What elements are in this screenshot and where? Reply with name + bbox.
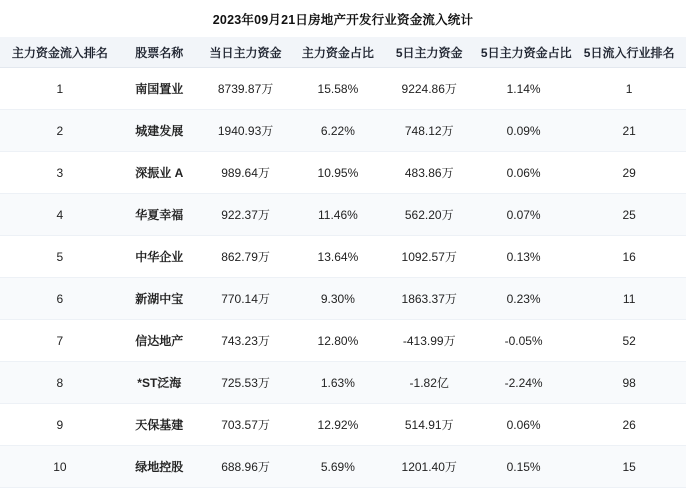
column-header-today-main-ratio: 主力资金占比 [292,37,383,68]
cell-today-main-capital: 703.57万 [199,404,292,446]
cell-5day-industry-rank: 26 [572,404,686,446]
cell-5day-main-ratio: 1.14% [475,68,572,110]
capital-flow-table [0,37,686,488]
cell-today-main-ratio: 9.30% [292,278,383,320]
cell-today-main-ratio: 1.63% [292,362,383,404]
cell-5day-main-ratio: 0.06% [475,152,572,194]
cell-5day-main-ratio: 0.07% [475,194,572,236]
cell-rank: 3 [0,152,120,194]
cell-today-main-ratio: 10.95% [292,152,383,194]
column-header-stock-name: 股票名称 [120,37,199,68]
cell-5day-main-capital: 9224.86万 [384,68,475,110]
cell-today-main-capital: 8739.87万 [199,68,292,110]
cell-today-main-capital: 1940.93万 [199,110,292,152]
cell-5day-industry-rank: 1 [572,68,686,110]
table-row [0,110,686,152]
cell-5day-main-capital: -1.82亿 [384,362,475,404]
cell-5day-main-capital: 748.12万 [384,110,475,152]
table-header-row [0,37,686,68]
cell-5day-main-ratio: 0.23% [475,278,572,320]
cell-5day-industry-rank: 25 [572,194,686,236]
cell-5day-main-ratio: 0.06% [475,404,572,446]
cell-stock-name: 城建发展 [120,110,199,152]
column-header-5day-main-capital: 5日主力资金 [384,37,475,68]
cell-5day-industry-rank: 11 [572,278,686,320]
column-header-rank: 主力资金流入排名 [0,37,120,68]
cell-5day-industry-rank: 98 [572,362,686,404]
table-row [0,152,686,194]
cell-rank: 7 [0,320,120,362]
cell-rank: 10 [0,446,120,488]
cell-today-main-ratio: 11.46% [292,194,383,236]
cell-today-main-capital: 922.37万 [199,194,292,236]
cell-stock-name: 绿地控股 [120,446,199,488]
cell-today-main-capital: 862.79万 [199,236,292,278]
cell-today-main-capital: 688.96万 [199,446,292,488]
cell-5day-industry-rank: 16 [572,236,686,278]
table-row [0,278,686,320]
cell-rank: 4 [0,194,120,236]
table-body [0,68,686,488]
cell-stock-name: 中华企业 [120,236,199,278]
cell-today-main-ratio: 12.92% [292,404,383,446]
cell-stock-name: 南国置业 [120,68,199,110]
cell-stock-name: 信达地产 [120,320,199,362]
table-row [0,404,686,446]
cell-today-main-capital: 989.64万 [199,152,292,194]
cell-today-main-ratio: 13.64% [292,236,383,278]
cell-stock-name: *ST泛海 [120,362,199,404]
cell-rank: 9 [0,404,120,446]
cell-today-main-capital: 770.14万 [199,278,292,320]
table-row [0,236,686,278]
table-header [0,37,686,68]
cell-rank: 2 [0,110,120,152]
cell-stock-name: 华夏幸福 [120,194,199,236]
cell-5day-main-capital: 514.91万 [384,404,475,446]
cell-rank: 6 [0,278,120,320]
cell-5day-main-capital: 1092.57万 [384,236,475,278]
cell-5day-main-ratio: -2.24% [475,362,572,404]
cell-stock-name: 深振业 A [120,152,199,194]
cell-5day-industry-rank: 15 [572,446,686,488]
cell-5day-main-ratio: 0.09% [475,110,572,152]
table-row [0,362,686,404]
cell-today-main-capital: 743.23万 [199,320,292,362]
cell-5day-industry-rank: 52 [572,320,686,362]
cell-rank: 1 [0,68,120,110]
column-header-today-main-capital: 当日主力资金 [199,37,292,68]
table-row [0,68,686,110]
cell-today-main-ratio: 15.58% [292,68,383,110]
cell-today-main-capital: 725.53万 [199,362,292,404]
cell-stock-name: 新湖中宝 [120,278,199,320]
cell-rank: 8 [0,362,120,404]
column-header-5day-main-ratio: 5日主力资金占比 [475,37,572,68]
cell-5day-main-ratio: 0.13% [475,236,572,278]
table-row [0,446,686,488]
cell-today-main-ratio: 12.80% [292,320,383,362]
cell-stock-name: 天保基建 [120,404,199,446]
page-title: 2023年09月21日房地产开发行业资金流入统计 [212,13,474,27]
cell-today-main-ratio: 6.22% [292,110,383,152]
cell-5day-main-capital: 562.20万 [384,194,475,236]
cell-5day-main-capital: 483.86万 [384,152,475,194]
cell-today-main-ratio: 5.69% [292,446,383,488]
cell-5day-industry-rank: 29 [572,152,686,194]
cell-5day-main-ratio: -0.05% [475,320,572,362]
cell-rank: 5 [0,236,120,278]
cell-5day-main-ratio: 0.15% [475,446,572,488]
cell-5day-main-capital: -413.99万 [384,320,475,362]
cell-5day-main-capital: 1863.37万 [384,278,475,320]
cell-5day-main-capital: 1201.40万 [384,446,475,488]
table-row [0,194,686,236]
cell-5day-industry-rank: 21 [572,110,686,152]
column-header-5day-industry-rank: 5日流入行业排名 [572,37,686,68]
table-row [0,320,686,362]
